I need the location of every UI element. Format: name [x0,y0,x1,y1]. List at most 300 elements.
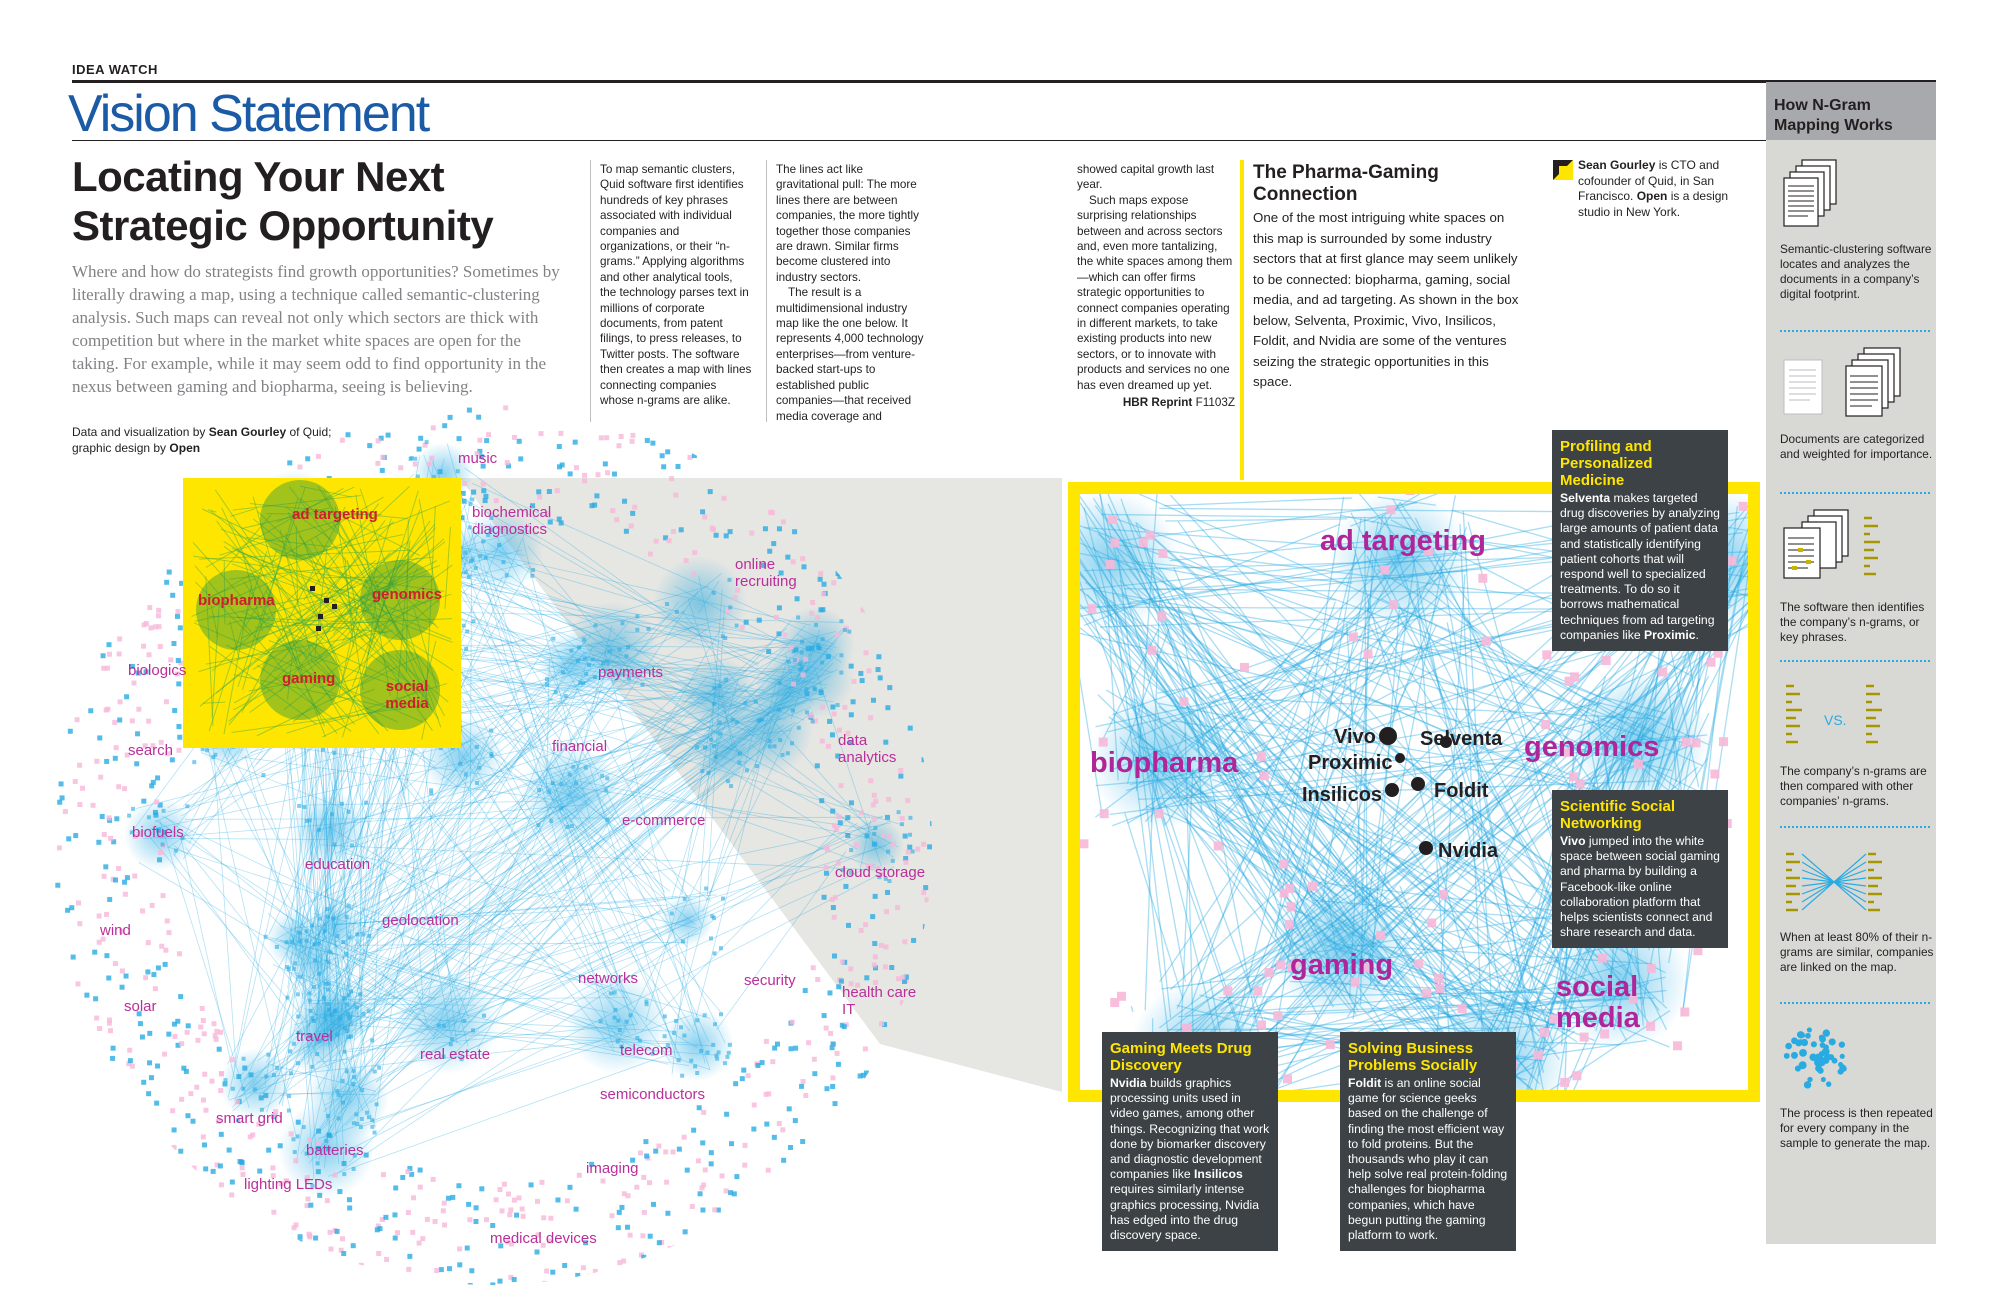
map-label: biologics [128,662,187,679]
node-dot [714,533,719,538]
node-dot [512,1198,517,1203]
node-dot [849,712,854,717]
node-dot [864,650,869,655]
node-dot [648,1234,653,1239]
node-dot [156,613,161,618]
node-dot [490,754,494,758]
node-dot [367,1115,371,1119]
node-dot [1110,538,1119,547]
node-dot [851,679,856,684]
node-dot [884,909,889,914]
node-dot [683,897,687,901]
node-dot [430,456,435,461]
documents-icon [1780,158,1860,239]
node-dot [876,654,881,659]
node-dot [792,529,797,534]
node-dot [843,628,847,632]
node-dot [337,1189,342,1194]
node-dot [657,1240,662,1245]
company-label: Selventa [1420,728,1503,750]
node-dot [571,765,575,769]
node-dot [441,1208,446,1213]
node-dot [105,707,110,712]
node-dot [605,659,609,663]
node-dot [800,1139,805,1144]
node-dot [831,1041,836,1046]
map-label: biochemical diagnostics [472,504,552,538]
node-dot [342,1172,346,1176]
step-divider [1780,826,1930,828]
company-label: Vivo [1334,726,1376,748]
node-dot [582,478,587,483]
node-dot [1117,992,1126,1001]
credit-name: Sean Gourley [208,425,287,439]
node-dot [516,1195,521,1200]
node-dot [218,1088,223,1093]
node-dot [341,940,345,944]
node-dot [141,644,146,649]
node-dot [813,688,817,692]
node-dot [57,800,62,805]
node-dot [743,701,747,705]
credit-prefix: Data and visualization by [72,425,209,439]
node-dot [915,847,920,852]
cluster-dot [1804,1081,1811,1088]
node-dot [714,755,718,759]
node-dot [113,961,118,966]
cluster-glow [661,894,713,946]
node-dot [604,789,608,793]
node-dot [570,824,574,828]
node-dot [620,621,624,625]
zoom-label: gaming [1290,949,1394,981]
node-dot [384,1257,389,1262]
node-dot [903,834,908,839]
node-dot [887,834,892,839]
step-divider [1780,1002,1930,1004]
node-dot [743,1143,748,1148]
node-dot [147,815,151,819]
node-dot [116,866,121,871]
node-dot [131,807,135,811]
node-dot [872,817,877,822]
node-dot [824,1086,829,1091]
node-dot [293,961,297,965]
node-dot [302,1125,306,1129]
node-dot [744,620,749,625]
node-dot [749,531,754,536]
node-dot [310,924,314,928]
node-dot [482,1014,486,1018]
node-dot [635,628,639,632]
node-dot [770,510,775,515]
node-dot [84,993,89,998]
node-dot [565,1198,570,1203]
node-dot [927,844,932,849]
node-dot [687,455,692,460]
node-dot [176,681,181,686]
node-dot [483,494,488,499]
node-dot [898,774,903,779]
node-dot [818,689,822,693]
node-dot [660,453,665,458]
node-dot [172,1127,177,1132]
node-dot [351,1243,356,1248]
node-dot [219,1132,224,1137]
node-dot [442,1024,446,1028]
node-dot [764,1039,769,1044]
node-dot [900,822,904,826]
node-dot [902,939,907,944]
node-dot [237,1159,242,1164]
node-dot [723,636,727,640]
node-dot [801,1079,806,1084]
node-dot [341,1251,346,1256]
node-dot [541,1215,546,1220]
node-dot [500,1208,505,1213]
node-dot [144,621,149,626]
node-dot [557,444,562,449]
node-dot [820,607,825,612]
node-dot [462,499,467,504]
node-dot [626,645,630,649]
node-dot [613,990,617,994]
callout-body [1110,1076,1270,1243]
node-dot [754,700,758,704]
node-dot [213,1033,218,1038]
node-dot [1308,882,1317,891]
node-dot [700,1208,705,1213]
node-dot [781,519,786,524]
node-dot [812,1057,817,1062]
node-dot [673,1245,678,1250]
node-dot [712,1207,717,1212]
node-dot [568,471,573,476]
node-dot [673,493,678,498]
node-dot [201,1134,206,1139]
node-dot [832,915,837,920]
section-title: Vision Statement [68,85,429,143]
node-dot [446,1196,451,1201]
node-dot [727,578,731,582]
step-text: When at least 80% of their n-grams are similar, companies are linked on the map. [1780,930,1934,974]
node-dot [178,1149,183,1154]
node-dot [1265,968,1274,977]
node-dot [125,875,130,880]
node-dot [719,946,723,950]
node-dot [1380,565,1389,574]
node-dot [188,1091,193,1096]
node-dot [141,799,146,804]
node-dot [867,668,872,673]
node-dot [675,464,680,469]
node-dot [825,847,830,852]
pharma-body: One of the most intriguing white spaces on this map is surrounded by some industry sectors that at first glance may seem unlikely to be connected: biopharma, gaming, social media, and ad targeting. As shown in the box below, Selventa, Proximic, Vivo, Insilicos, Foldit, and Nvidia are some of the ventures seizing the strategic opportunities in this space. [1253,210,1519,389]
node-dot [200,1006,205,1011]
callout-body [1560,491,1720,643]
node-dot [796,615,800,619]
node-dot [275,945,279,949]
node-dot [465,629,469,633]
node-dot [155,775,160,780]
node-dot [1283,1074,1292,1083]
callout-title: Scientific Social Networking [1560,798,1676,832]
node-dot [883,944,888,949]
callout-body [1348,1076,1508,1243]
node-dot [616,1225,621,1230]
node-dot [665,449,670,454]
node-dot [321,748,325,752]
node-dot [634,1185,639,1190]
node-dot [296,992,300,996]
node-dot [703,1013,707,1017]
node-dot [745,768,749,772]
map-label: e-commerce [622,812,706,829]
node-dot [287,1094,291,1098]
cluster-dot [1799,1061,1807,1069]
node-dot [352,1167,356,1171]
node-dot [891,859,895,863]
callout-lead: Nvidia [1110,1076,1147,1090]
node-dot [431,1177,436,1182]
node-dot [885,815,890,820]
callout-title: Profiling and Personalized Medicine [1560,438,1653,489]
node-dot [395,1230,400,1235]
node-dot [818,571,823,576]
node-dot [77,802,82,807]
node-dot [486,432,491,437]
node-dot [811,720,815,724]
node-dot [689,1059,693,1063]
cluster-dot [1799,1049,1807,1057]
node-dot [336,934,340,938]
node-dot [905,798,910,803]
node-dot [582,638,586,642]
node-dot [345,1069,349,1073]
node-dot [1439,890,1448,899]
node-dot [425,440,429,444]
node-dot [335,1229,340,1234]
node-dot [775,1042,780,1047]
node-dot [691,572,696,577]
node-dot [346,1003,350,1007]
cluster-dot [1807,1077,1812,1082]
node-dot [457,436,462,441]
node-dot [551,637,555,641]
cluster-glow [521,744,621,844]
node-dot [205,748,209,752]
node-dot [330,812,334,816]
node-dot [833,895,838,900]
node-dot [1223,986,1232,995]
node-dot [184,1069,189,1074]
node-dot [735,720,739,724]
node-dot [695,1018,699,1022]
node-dot [781,1158,786,1163]
node-dot [364,1153,369,1158]
node-dot [577,645,581,649]
node-dot [1179,697,1188,706]
node-dot [158,850,163,855]
node-dot [478,554,482,558]
node-dot [172,1145,177,1150]
node-dot [564,694,568,698]
node-dot [643,1139,648,1144]
node-dot [517,439,522,444]
node-dot [230,1057,235,1062]
node-dot [298,975,302,979]
node-dot [656,1144,661,1149]
node-dot [347,810,351,814]
node-dot [203,1166,208,1171]
node-dot [764,1122,769,1127]
node-dot [474,566,478,570]
node-dot [734,1174,739,1179]
node-dot [868,778,873,783]
node-dot [118,699,123,704]
node-dot [308,999,312,1003]
node-dot [860,678,865,683]
company-dot [310,586,315,591]
node-dot [179,1041,184,1046]
node-dot [96,840,101,845]
node-dot [872,941,877,946]
node-dot [859,810,864,815]
node-dot [911,938,916,943]
node-dot [97,914,102,919]
map-label: smart grid [216,1110,283,1127]
node-dot [647,1180,652,1185]
node-dot [617,1260,622,1265]
node-dot [420,1236,425,1241]
node-dot [132,681,137,686]
node-dot [71,955,76,960]
node-dot [790,741,794,745]
node-dot [157,857,162,862]
map-label: imaging [586,1160,639,1177]
node-dot [326,987,330,991]
node-dot [503,405,508,410]
node-dot [575,1273,580,1278]
node-dot [507,1212,512,1217]
node-dot [335,1089,339,1093]
node-dot [155,1064,160,1069]
node-dot [521,1214,526,1219]
node-dot [911,849,915,853]
node-dot [316,1169,321,1174]
node-dot [741,1068,746,1073]
node-dot [729,784,733,788]
node-dot [632,505,637,510]
node-dot [536,489,541,494]
node-dot [539,431,544,436]
node-dot [609,991,613,995]
node-dot [97,1026,102,1031]
node-dot [136,707,141,712]
node-dot [106,642,111,647]
node-dot [835,632,840,637]
node-dot [921,890,926,895]
node-dot [772,744,776,748]
node-dot [316,1129,321,1134]
node-dot [846,923,851,928]
node-dot [179,1097,184,1102]
node-dot [158,644,163,649]
node-dot [614,517,619,522]
node-dot [820,705,825,710]
node-dot [413,462,418,467]
node-dot [512,435,517,440]
node-dot [297,464,302,469]
node-dot [1279,860,1288,869]
node-dot [715,1057,719,1061]
node-dot [613,1016,617,1020]
node-dot [393,1236,398,1241]
node-dot [719,1012,723,1016]
callout-business-social [1340,1032,1516,1251]
node-dot [416,475,420,479]
node-dot [333,1172,338,1177]
node-dot [548,1216,553,1221]
node-dot [803,657,808,662]
node-dot [375,461,380,466]
node-dot [1691,738,1700,747]
node-dot [362,1012,366,1016]
node-dot [417,447,422,452]
node-dot [1376,931,1385,940]
credit-open: Open [169,441,201,455]
node-dot [340,1236,345,1241]
node-dot [907,845,912,850]
node-dot [824,1026,829,1031]
node-dot [879,1021,884,1026]
node-dot [425,1217,430,1222]
node-dot [147,652,152,657]
node-dot [843,884,848,889]
node-dot [838,820,843,825]
node-dot [325,1198,330,1203]
node-dot [830,1075,835,1080]
node-dot [1214,841,1223,850]
sidebar-title: How N-Gram Mapping Works [1766,82,1936,140]
cluster-dot [1821,1077,1826,1082]
node-dot [177,951,182,956]
node-dot [610,508,615,513]
node-dot [1084,471,1093,480]
node-dot [342,1050,346,1054]
node-dot [583,657,587,661]
node-dot [106,976,111,981]
node-dot [702,515,707,520]
node-dot [878,675,883,680]
step-divider [1780,492,1930,494]
node-dot [296,1014,300,1018]
node-dot [792,1167,797,1172]
node-dot [326,1002,330,1006]
node-dot [102,874,107,879]
node-dot [466,1202,471,1207]
node-dot [1148,646,1157,655]
node-dot [101,653,106,658]
node-dot [718,732,722,736]
node-dot [535,1250,540,1255]
node-dot [147,605,152,610]
zoom-label: ad targeting [1320,525,1486,557]
bio-name: Sean Gourley [1578,158,1656,172]
node-dot [354,1112,358,1116]
node-dot [809,611,814,616]
company-label: Insilicos [1302,784,1383,806]
